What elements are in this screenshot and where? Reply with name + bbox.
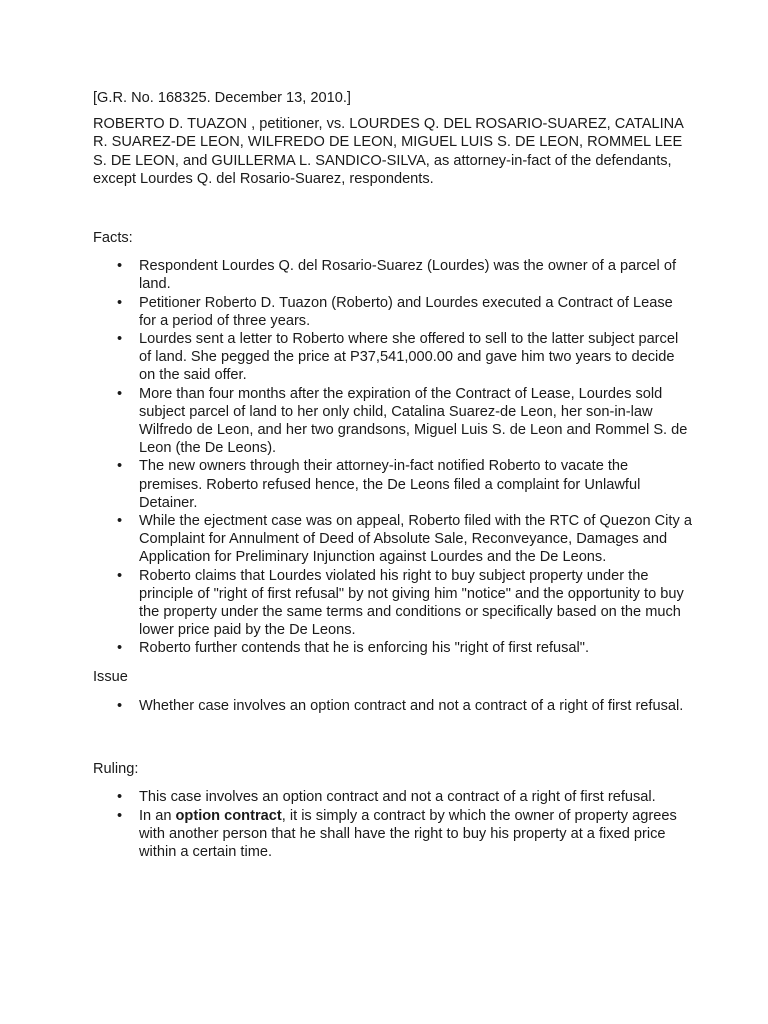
bullet-icon: • [117, 789, 123, 806]
list-item [93, 257, 693, 293]
list-item-text: Respondent Lourdes Q. del Rosario-Suarez (Lourdes) was the owner of a parcel of land. [139, 258, 677, 293]
list-item [93, 567, 693, 640]
case-citation: [G.R. No. 168325. December 13, 2010.] [93, 90, 351, 106]
bullet-icon: • [117, 385, 123, 402]
case-parties: ROBERTO D. TUAZON , petitioner, vs. LOURDES Q. DEL ROSARIO-SUAREZ, CATALINA R. SUAREZ-DE LEON, WILFREDO DE LEON, MIGUEL LUIS S. DE LEON, ROMMEL LEE S. DE LEON, and GUILLERMA L. SANDICO-SILVA, as attorney-in-fact of the defendants, except Lourdes Q. del Rosario-Suarez, respondents. [93, 116, 684, 187]
list-item [93, 788, 693, 806]
document-page [93, 89, 693, 861]
ruling-heading: Ruling: [93, 761, 139, 778]
list-item [93, 512, 693, 567]
bullet-icon: • [117, 640, 123, 657]
list-item [93, 330, 693, 385]
bullet-icon: • [117, 807, 123, 824]
ruling-list [93, 788, 693, 861]
bullet-icon: • [117, 258, 123, 275]
facts-list [93, 257, 693, 657]
list-item-text: The new owners through their attorney-in-fact notified Roberto to vacate the premises. Roberto refused hence, the De Leons filed a complaint for Unlawful Detainer. [139, 458, 641, 511]
issue-list [93, 697, 693, 715]
bullet-icon: • [117, 294, 123, 311]
list-item [93, 457, 693, 512]
list-item [93, 697, 693, 715]
bullet-icon: • [117, 458, 123, 475]
list-item-text: Lourdes sent a letter to Roberto where she offered to sell to the latter subject parcel of land. She pegged the price at P37,541,000.00 and gave him two years to decide on the said offer. [139, 331, 679, 384]
ruling-text-prefix: In an [139, 807, 176, 824]
bullet-icon: • [117, 331, 123, 348]
list-item-text: Roberto claims that Lourdes violated his right to buy subject property under the principle of "right of first refusal" by not giving him "notice" and the opportunity to buy the property under the same terms and conditions or specifically based on the much lower price paid by the De Leons. [139, 567, 684, 639]
bullet-icon: • [117, 513, 123, 530]
issue-heading: Issue [93, 668, 128, 685]
option-contract-term: option contract [175, 807, 282, 824]
bullet-icon: • [117, 697, 123, 714]
list-item [93, 385, 693, 458]
list-item-text: This case involves an option contract and not a contract of a right of first refusal. [139, 789, 656, 806]
list-item-text: Petitioner Roberto D. Tuazon (Roberto) and Lourdes executed a Contract of Lease for a period of three years. [139, 294, 673, 329]
facts-heading: Facts: [93, 230, 133, 247]
list-item [93, 807, 693, 862]
list-item-text: More than four months after the expiration of the Contract of Lease, Lourdes sold subject parcel of land to her only child, Catalina Suarez-de Leon, her son-in-law Wilfredo de Leon, and her two grandsons, Miguel Luis S. de Leon and Rommel S. de Leon (the De Leons). [139, 385, 688, 457]
list-item [93, 639, 693, 657]
list-item-text: While the ejectment case was on appeal, Roberto filed with the RTC of Quezon City a Complaint for Annulment of Deed of Absolute Sale, Reconveyance, Damages and Application for Preliminary Injunction against Lourdes and the De Leons. [139, 513, 692, 566]
bullet-icon: • [117, 567, 123, 584]
list-item-text: Whether case involves an option contract and not a contract of a right of first refusal. [139, 697, 684, 714]
list-item [93, 294, 693, 330]
list-item-text: Roberto further contends that he is enforcing his "right of first refusal". [139, 640, 590, 657]
ruling-text-suffix: , it is simply a contract by which the owner of property agrees with another person that he shall have the right to buy his property at a fixed price within a certain time. [139, 807, 677, 860]
